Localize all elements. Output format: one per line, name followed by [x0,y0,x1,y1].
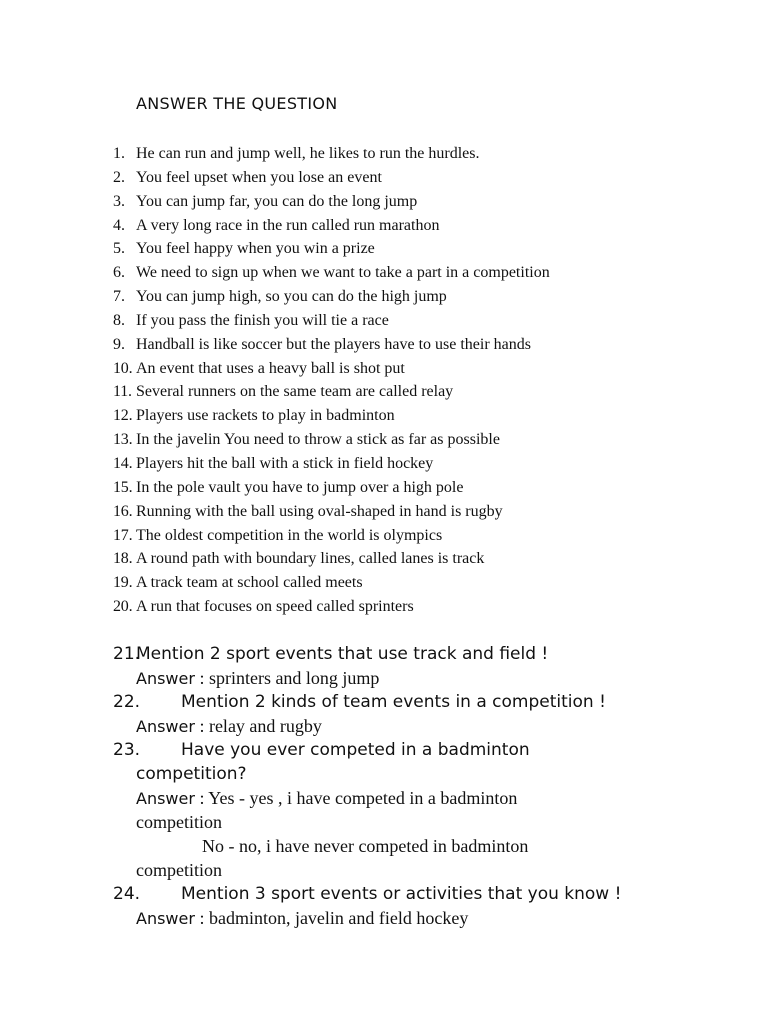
worksheet-title: ANSWER THE QUESTION [136,94,338,113]
item-number: 5. [113,240,125,258]
answer-text-line3: No - no, i have never competed in badminton [202,836,529,856]
item-text: We need to sign up when we want to take a part in a competition [136,264,550,282]
question-24 [113,882,713,906]
item-text: Several runners on the same team are called relay [136,383,454,401]
list-item [113,333,550,357]
answer-label: Answer [136,669,195,688]
list-item [113,357,550,381]
answer-23 [113,786,713,810]
list-item [113,547,550,571]
item-text: Handball is like soccer but the players have to use their hands [136,335,531,353]
question-prompt-line1: Have you ever competed in a badminton [181,740,530,760]
list-item [113,476,550,500]
list-item [113,524,550,548]
item-number: 8. [113,311,125,329]
list-item [113,261,550,285]
item-text: A very long race in the run called run marathon [136,216,440,234]
item-number: 4. [113,216,125,234]
list-item [113,285,550,309]
item-text: Players use rackets to play in badminton [136,407,395,425]
question-prompt: Mention 3 sport events or activities that you know ! [181,884,622,904]
item-text: He can run and jump well, he likes to run the hurdles. [136,145,480,162]
answer-separator: : [194,908,209,928]
item-number: 17. [113,526,133,544]
list-item [113,237,550,261]
item-text: A round path with boundary lines, called lanes is track [136,550,485,568]
list-item [113,404,550,428]
item-text: Players hit the ball with a stick in field hockey [136,454,434,472]
item-text: Running with the ball using oval-shaped in hand is rugby [136,502,503,520]
list-item [113,190,550,214]
item-number: 11. [113,383,132,401]
item-text: In the pole vault you have to jump over a high pole [136,478,464,496]
item-number: 7. [113,288,125,306]
answer-23-cont [113,810,713,834]
question-number: 21. [113,644,141,664]
answer-24 [113,906,713,930]
list-item [113,571,550,595]
list-item [113,166,550,190]
item-number: 12. [113,407,133,425]
list-item [113,380,550,404]
item-text: You feel happy when you win a prize [136,240,375,258]
item-number: 10. [113,359,133,377]
answer-text-line4: competition [136,860,222,880]
item-text: An event that uses a heavy ball is shot put [136,359,405,377]
answer-23-alt [113,834,713,858]
item-text: In the javelin You need to throw a stick as far as possible [136,431,500,449]
item-text: If you pass the finish you will tie a race [136,311,389,329]
question-number: 22. [113,692,141,712]
answer-separator: : [194,668,209,688]
answer-21 [113,666,713,690]
item-number: 18. [113,550,133,568]
item-text: You can jump high, so you can do the high jump [136,288,447,306]
question-23-cont [113,762,713,786]
list-item [113,142,550,166]
item-number: 14. [113,454,133,472]
open-questions-section [113,642,713,930]
item-number: 19. [113,574,133,592]
answer-label: Answer [136,909,195,928]
answer-22 [113,714,713,738]
item-number: 6. [113,264,125,282]
answer-text-line2: competition [136,812,222,832]
item-text: You feel upset when you lose an event [136,168,382,186]
answer-separator: : [194,716,209,736]
question-22 [113,690,713,714]
list-item [113,214,550,238]
question-21 [113,642,713,666]
list-item [113,500,550,524]
question-prompt: Mention 2 sport events that use track and field ! [136,644,549,664]
answer-text-line1: Yes - yes , i have competed in a badminton [208,788,518,808]
item-number: 2. [113,168,125,186]
answer-text: sprinters and long jump [208,668,380,688]
question-number: 24. [113,884,141,904]
item-number: 20. [113,598,133,616]
list-item [113,452,550,476]
item-number: 16. [113,502,133,520]
answer-label: Answer [136,789,195,808]
item-text: You can jump far, you can do the long jump [136,192,418,210]
item-text: A track team at school called meets [136,574,363,592]
answer-separator: : [194,788,209,808]
item-text: The oldest competition in the world is olympics [136,526,443,544]
answer-text: relay and rugby [208,716,322,736]
item-number: 13. [113,431,133,449]
answer-label: Answer [136,717,195,736]
item-number: 1. [113,145,125,162]
answer-23-alt-cont [113,858,713,882]
list-item [113,428,550,452]
statement-list [113,142,550,619]
item-number: 3. [113,192,125,210]
question-number: 23. [113,740,141,760]
question-23 [113,738,713,762]
item-text: A run that focuses on speed called sprinters [136,598,414,616]
item-number: 15. [113,478,133,496]
list-item [113,595,550,619]
item-number: 9. [113,335,125,353]
list-item [113,309,550,333]
question-prompt-line2: competition? [136,764,247,784]
question-prompt: Mention 2 kinds of team events in a competition ! [181,692,606,712]
answer-text: badminton, javelin and field hockey [208,908,469,928]
